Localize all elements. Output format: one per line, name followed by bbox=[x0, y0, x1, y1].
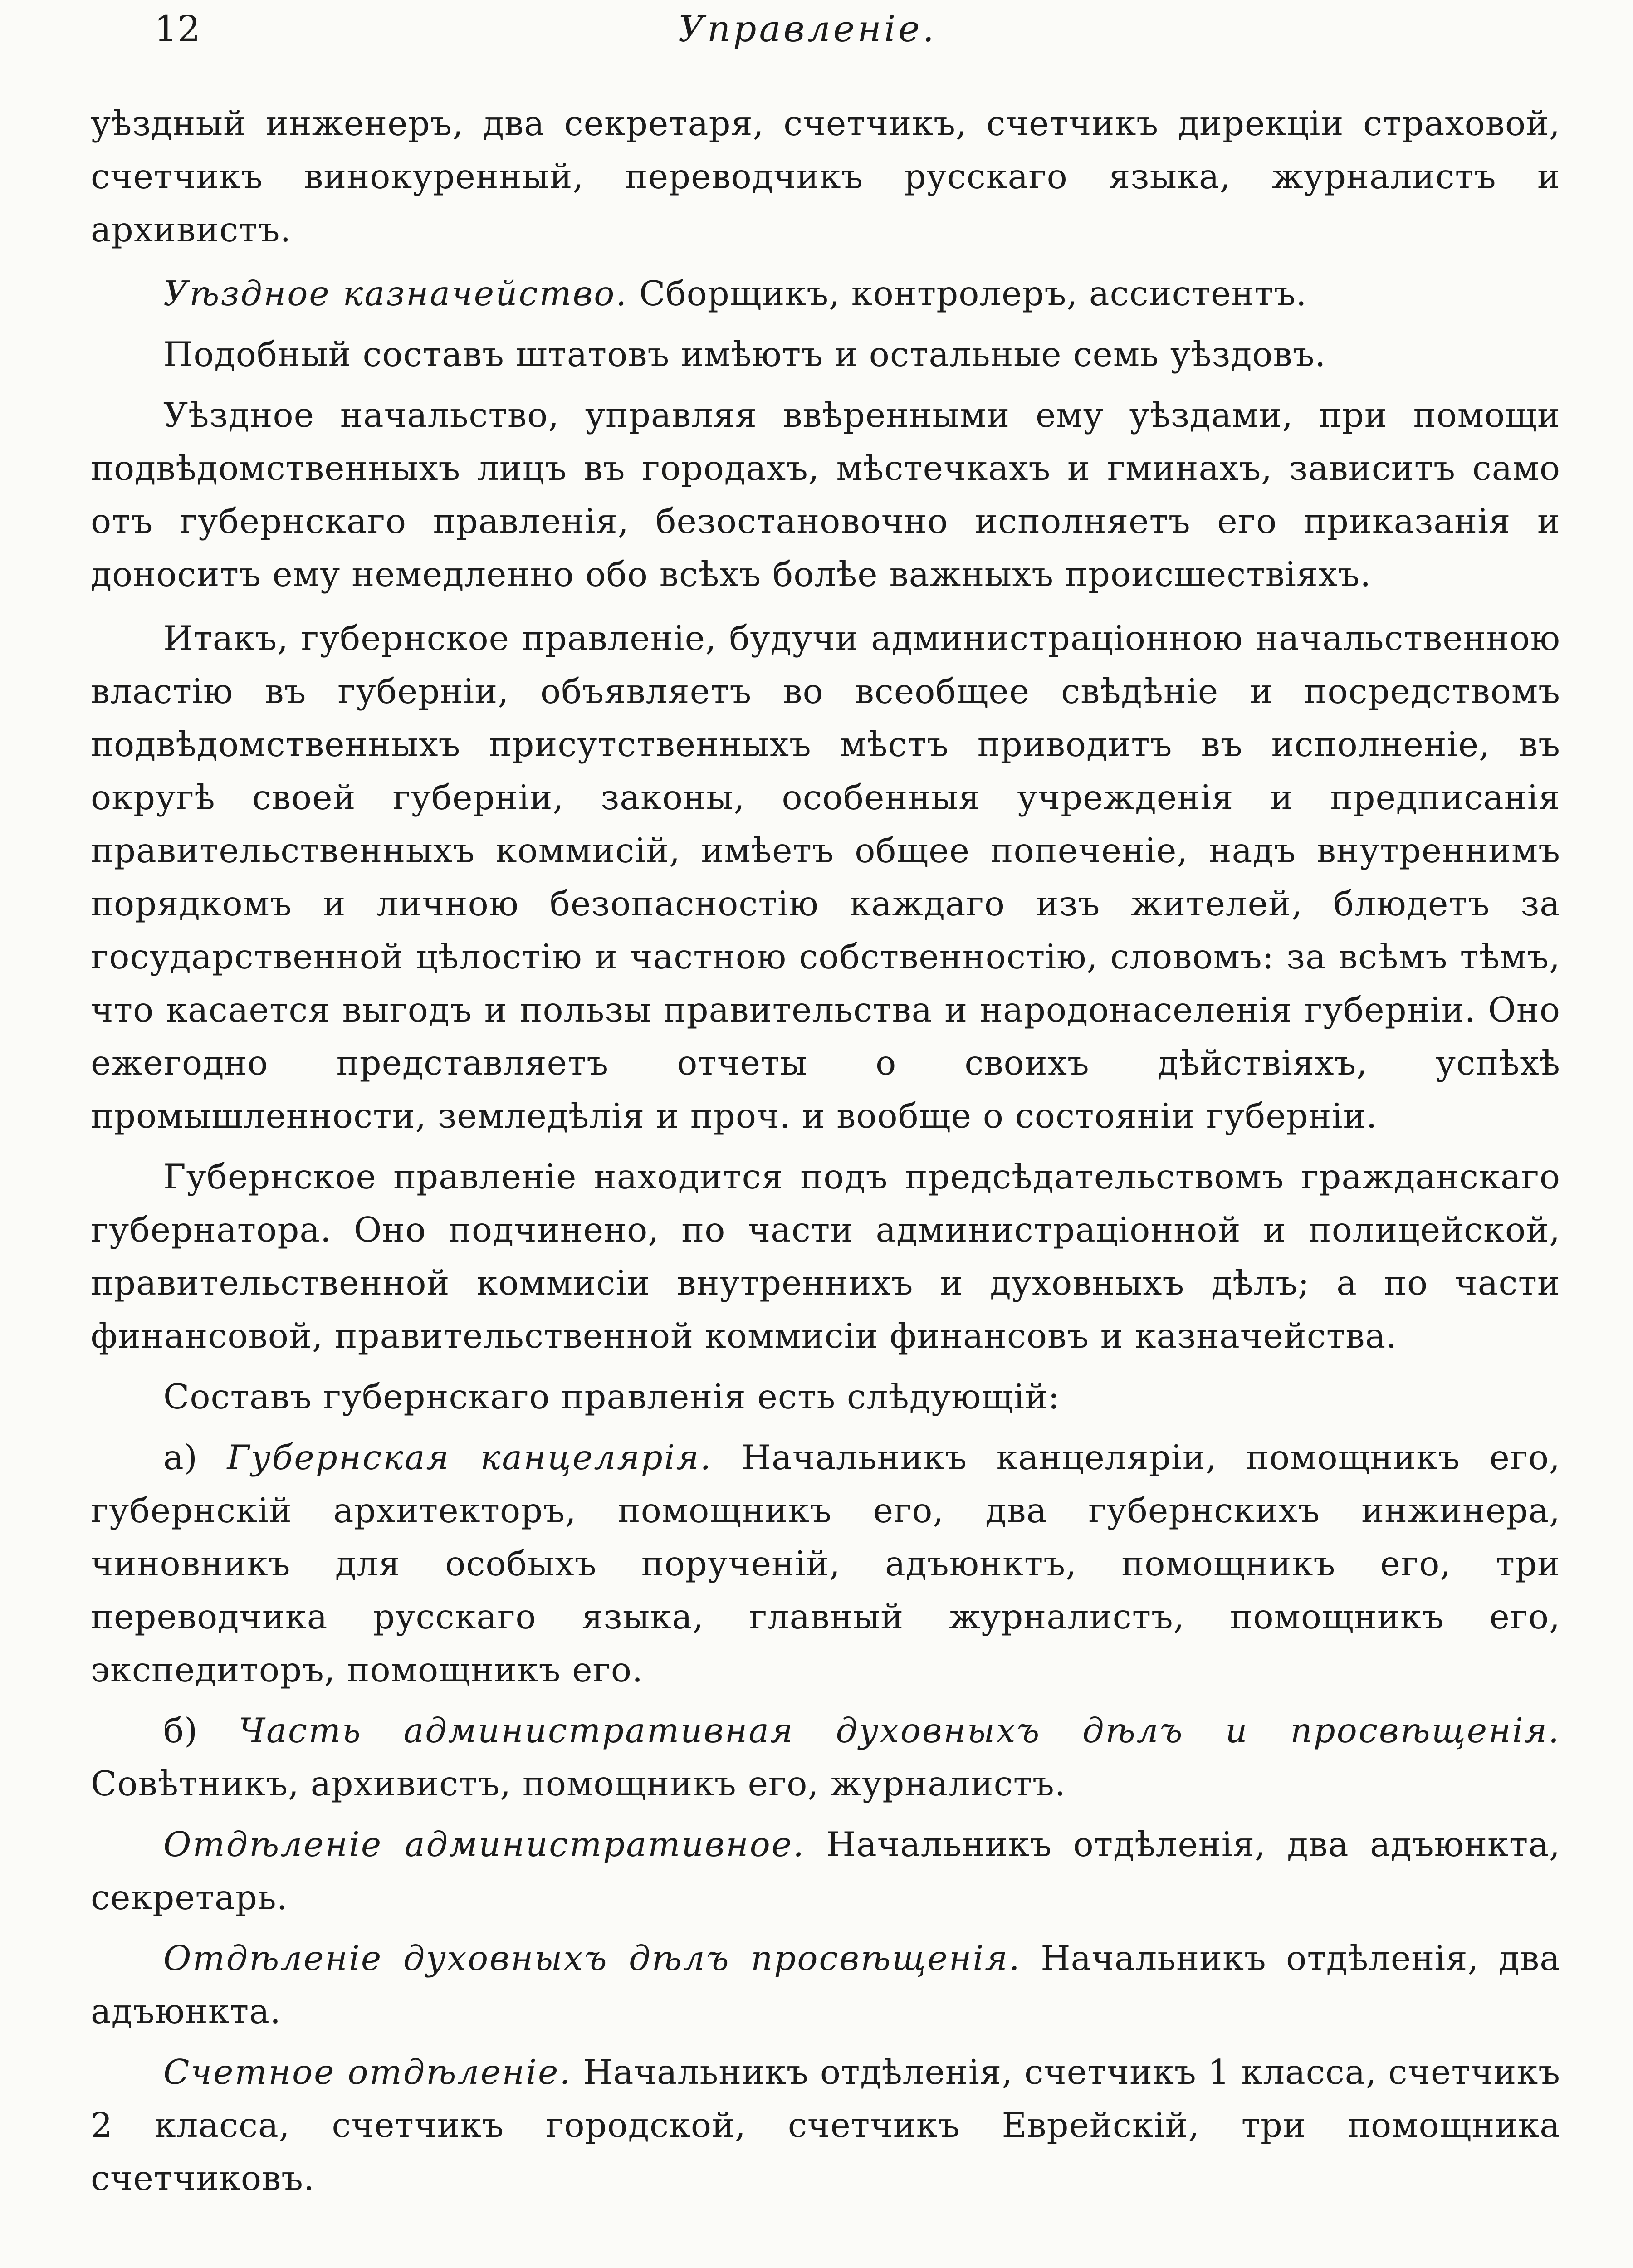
paragraph-district-treasury bbox=[91, 267, 1560, 320]
paragraph-text: Начальникъ отдѣленія, два адъюнкта. bbox=[91, 1938, 1560, 2031]
paragraph-staff-note bbox=[91, 328, 1560, 381]
running-head bbox=[154, 6, 1461, 56]
paragraph-text: Сборщикъ, контролеръ, ассистентъ. bbox=[639, 274, 1307, 313]
section-heading: Губернская канцелярія. bbox=[227, 1437, 713, 1477]
list-marker: б) bbox=[163, 1711, 198, 1750]
list-marker: а) bbox=[163, 1437, 198, 1477]
paragraph-accounting-department bbox=[91, 2046, 1560, 2205]
paragraph-religious-department bbox=[91, 1932, 1560, 2038]
paragraph-text: Губернское правленіе находится подъ предсѣдательствомъ гражданскаго губернатора. Оно подчинено, по части администраціонной и полицейской, правительственной коммисіи внутреннихъ и духовныхъ дѣлъ; а по части финансовой, правительственной коммисіи финансовъ и казначейства. bbox=[91, 1157, 1560, 1356]
paragraph-text: уѣздный инженеръ, два секретаря, счетчикъ, счетчикъ дирекціи страховой, счетчикъ винокуренный, переводчикъ русскаго языка, журналистъ и архивистъ. bbox=[91, 103, 1560, 249]
paragraph-text: Начальникъ отдѣленія, счетчикъ 1 класса, счетчикъ 2 класса, счетчикъ городской, счетчикъ Еврейскій, три помощника счетчиковъ. bbox=[91, 2052, 1560, 2198]
paragraph-text: Начальникъ канцеляріи, помощникъ его, губернскій архитекторъ, помощникъ его, два губернскихъ инжинера, чиновникъ для особыхъ порученій, адъюнктъ, помощникъ его, три переводчика русскаго языка, главный журналистъ, помощникъ его, экспедиторъ, помощникъ его. bbox=[91, 1437, 1560, 1690]
running-title: Управленіе. bbox=[678, 8, 937, 50]
section-heading: Отдѣленіе духовныхъ дѣлъ просвѣщенія. bbox=[163, 1938, 1021, 1978]
section-heading: Отдѣленіе административное. bbox=[163, 1824, 805, 1864]
paragraph-text: Уѣздное начальство, управляя ввѣренными ему уѣздами, при помощи подвѣдомственныхъ лицъ въ городахъ, мѣстечкахъ и гминахъ, зависитъ само отъ губернскаго правленія, безостановочно исполняетъ его приказанія и доноситъ ему немедленно обо всѣхъ болѣе важныхъ происшествіяхъ. bbox=[91, 395, 1560, 594]
section-heading: Уѣздное казначейство. bbox=[163, 274, 628, 313]
page-number: 12 bbox=[154, 8, 200, 50]
section-heading: Часть административная духовныхъ дѣлъ и просвѣщенія. bbox=[239, 1711, 1560, 1750]
paragraph-text: Составъ губернскаго правленія есть слѣдующій: bbox=[163, 1377, 1060, 1417]
paragraph-administrative-department bbox=[91, 1818, 1560, 1924]
paragraph-composition-intro bbox=[91, 1370, 1560, 1423]
body-text bbox=[91, 97, 1560, 2205]
paragraph-chancellery bbox=[91, 1431, 1560, 1696]
paragraph-text: Итакъ, губернское правленіе, будучи администраціонною начальственною властію въ губерніи, объявляетъ во всеобщее свѣдѣніе и посредствомъ подвѣдомственныхъ присутственныхъ мѣстъ приводитъ въ исполненіе, въ округѣ своей губерніи, законы, особенныя учрежденія и предписанія правительственныхъ коммисій, имѣетъ общее попеченіе, надъ внутреннимъ порядкомъ и личною безопасностію каждаго изъ жителей, блюдетъ за государственной цѣлостію и частною собственностію, словомъ: за всѣмъ тѣмъ, что касается выгодъ и пользы правительства и народонаселенія губерніи. Оно ежегодно представляетъ отчеты о своихъ дѣйствіяхъ, успѣхѣ промышленности, земледѣлія и проч. и вообще о состояніи губерніи. bbox=[91, 618, 1560, 1136]
paragraph-provincial-board bbox=[91, 612, 1560, 1143]
paragraph-continuation bbox=[91, 97, 1560, 256]
paragraph-district-authority bbox=[91, 389, 1560, 601]
paragraph-text: Начальникъ отдѣленія, два адъюнкта, секретарь. bbox=[91, 1824, 1560, 1917]
paragraph-text: Подобный составъ штатовъ имѣютъ и остальные семь уѣздовъ. bbox=[163, 334, 1326, 374]
paragraph-religious-affairs bbox=[91, 1704, 1560, 1810]
paragraph-subordination bbox=[91, 1150, 1560, 1363]
paragraph-text: Совѣтникъ, архивистъ, помощникъ его, журналистъ. bbox=[91, 1764, 1066, 1804]
section-heading: Счетное отдѣленіе. bbox=[163, 2052, 572, 2092]
